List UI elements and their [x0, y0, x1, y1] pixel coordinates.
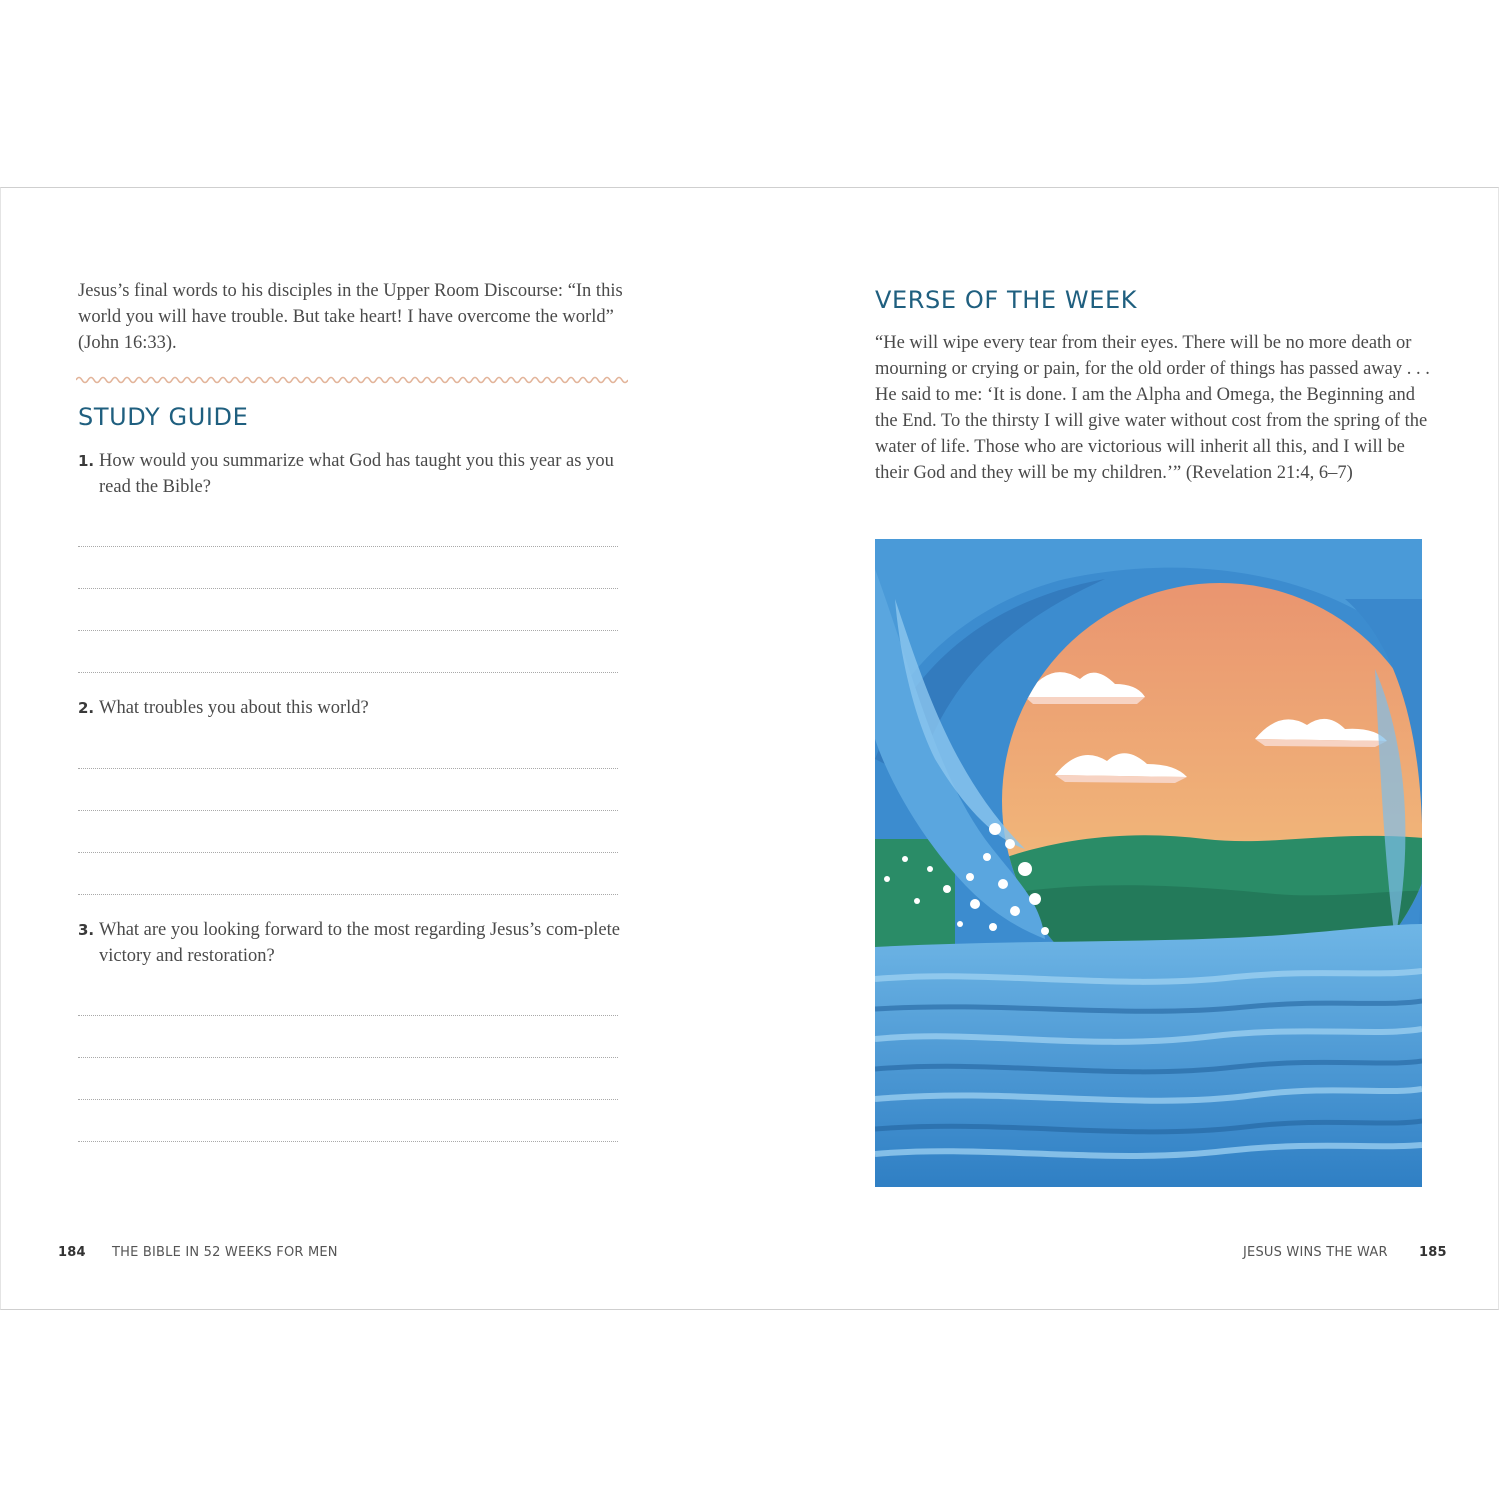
answer-line[interactable]: [78, 1099, 618, 1100]
wavy-divider: [76, 372, 628, 388]
page-number-left: 184: [58, 1245, 86, 1260]
answer-line[interactable]: [78, 768, 618, 769]
answer-line[interactable]: [78, 630, 618, 631]
question-3: [78, 917, 623, 969]
question-text: How would you summarize what God has taught you this year as you read the Bible?: [99, 451, 614, 497]
wave-illustration: [875, 539, 1422, 1187]
running-title-right: JESUS WINS THE WAR: [1243, 1245, 1388, 1260]
answer-line[interactable]: [78, 1057, 618, 1058]
question-number: 1.: [78, 452, 95, 470]
intro-paragraph: Jesus’s final words to his disciples in the Upper Room Discourse: “In this world you will have trouble. But take heart! I have overcome the world” (John 16:33).: [78, 281, 623, 353]
page-number-right: 185: [1419, 1245, 1447, 1260]
question-2: [78, 695, 623, 721]
answer-line[interactable]: [78, 588, 618, 589]
verse-text: “He will wipe every tear from their eyes. There will be no more death or mourning or crying or pain, for the old order of things has passed away . . . He said to me: ‘It is done. I am the Alpha and Omega, the Beginning and the End. To the thirsty I will give water without cost from the spring of the water of life. Those who are victorious will inherit all this, and I will be their God and they will be my children.’” (Revelation 21:4, 6–7): [875, 333, 1430, 483]
answer-line[interactable]: [78, 894, 618, 895]
verse-of-the-week-heading: VERSE OF THE WEEK: [875, 286, 1138, 314]
running-title-left: THE BIBLE IN 52 WEEKS FOR MEN: [112, 1245, 338, 1260]
question-text: What troubles you about this world?: [99, 698, 369, 718]
question-number: 2.: [78, 699, 95, 717]
question-text: What are you looking forward to the most regarding Jesus’s com-plete victory and restoration?: [99, 920, 620, 966]
answer-line[interactable]: [78, 672, 618, 673]
answer-line[interactable]: [78, 546, 618, 547]
answer-line[interactable]: [78, 1141, 618, 1142]
study-guide-heading: STUDY GUIDE: [78, 403, 249, 431]
answer-line[interactable]: [78, 852, 618, 853]
answer-line[interactable]: [78, 810, 618, 811]
answer-line[interactable]: [78, 1015, 618, 1016]
question-1: [78, 448, 623, 500]
question-number: 3.: [78, 921, 95, 939]
